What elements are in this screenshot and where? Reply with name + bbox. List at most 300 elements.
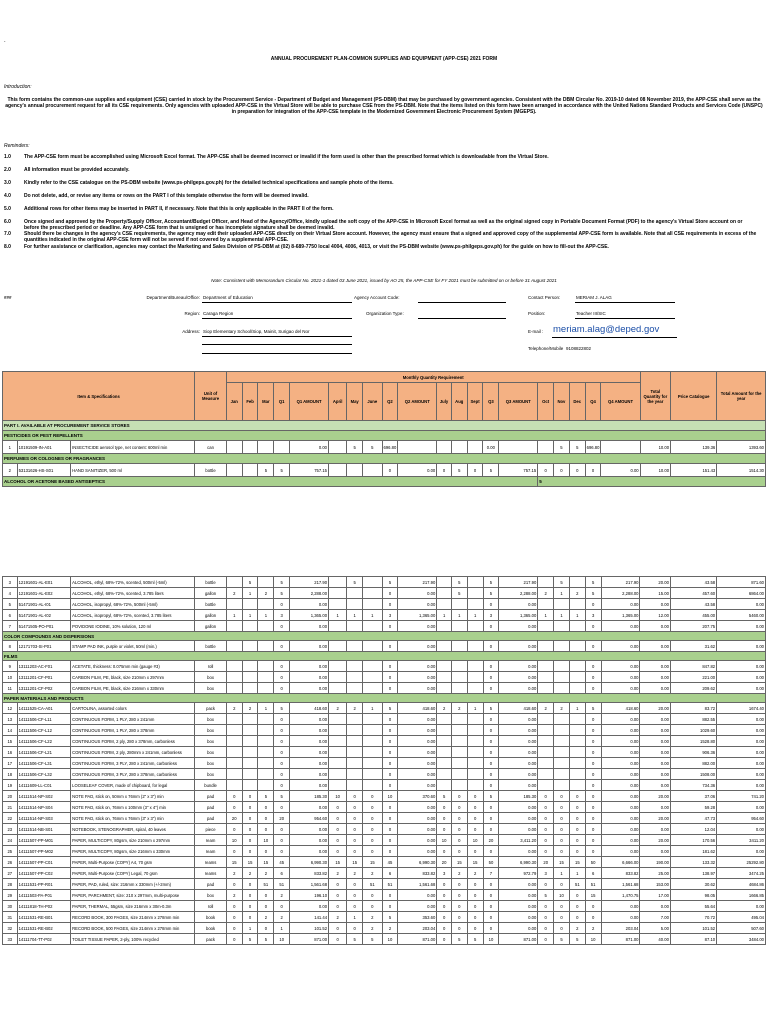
quantity-cell[interactable] [467, 672, 483, 683]
quantity-cell[interactable]: 0 [382, 736, 398, 747]
quantity-cell[interactable]: 0 [329, 890, 347, 901]
quantity-cell[interactable]: 1 [274, 923, 290, 934]
quantity-cell[interactable]: 10 [554, 890, 570, 901]
quantity-cell[interactable]: 0 [242, 791, 258, 802]
quantity-cell[interactable]: 1 [554, 610, 570, 621]
quantity-cell[interactable]: 0 [437, 923, 452, 934]
quantity-cell[interactable]: 0 [585, 736, 601, 747]
quantity-cell[interactable]: 0 [569, 846, 585, 857]
quantity-cell[interactable]: 0 [467, 824, 483, 835]
quantity-cell[interactable] [258, 780, 274, 791]
quantity-cell[interactable] [258, 769, 274, 780]
quantity-cell[interactable]: 1 [569, 610, 585, 621]
quantity-cell[interactable]: 0 [242, 912, 258, 923]
quantity-cell[interactable]: 0 [437, 846, 452, 857]
quantity-cell[interactable] [437, 736, 452, 747]
quantity-cell[interactable]: 1 [363, 703, 382, 714]
quantity-cell[interactable]: 0 [258, 824, 274, 835]
quantity-cell[interactable]: 2 [329, 868, 347, 879]
quantity-cell[interactable] [538, 780, 554, 791]
quantity-cell[interactable] [226, 758, 242, 769]
agency-code-field[interactable] [418, 302, 506, 303]
quantity-cell[interactable] [554, 780, 570, 791]
quantity-cell[interactable]: 0 [554, 923, 570, 934]
quantity-cell[interactable]: 0 [467, 791, 483, 802]
quantity-cell[interactable] [569, 683, 585, 694]
quantity-cell[interactable] [329, 683, 347, 694]
quantity-cell[interactable]: 0 [363, 846, 382, 857]
quantity-cell[interactable] [569, 577, 585, 588]
quantity-cell[interactable]: 2 [363, 868, 382, 879]
quantity-cell[interactable]: 0 [538, 879, 554, 890]
quantity-cell[interactable]: 1 [347, 912, 363, 923]
quantity-cell[interactable]: 0 [538, 923, 554, 934]
quantity-cell[interactable]: 5 [242, 934, 258, 945]
quantity-cell[interactable] [363, 747, 382, 758]
quantity-cell[interactable] [554, 672, 570, 683]
quantity-cell[interactable] [363, 588, 382, 599]
quantity-cell[interactable]: 0 [585, 672, 601, 683]
quantity-cell[interactable]: 1 [347, 610, 363, 621]
quantity-cell[interactable] [242, 672, 258, 683]
quantity-cell[interactable]: 15 [347, 857, 363, 868]
quantity-cell[interactable]: 2 [538, 588, 554, 599]
quantity-cell[interactable] [538, 661, 554, 672]
quantity-cell[interactable] [554, 661, 570, 672]
quantity-cell[interactable]: 0 [226, 879, 242, 890]
quantity-cell[interactable]: 0 [585, 683, 601, 694]
quantity-cell[interactable]: 0 [382, 725, 398, 736]
quantity-cell[interactable]: 5 [274, 791, 290, 802]
quantity-cell[interactable]: 0 [554, 464, 570, 477]
quantity-cell[interactable] [329, 588, 347, 599]
quantity-cell[interactable] [226, 736, 242, 747]
quantity-cell[interactable]: 10 [437, 835, 452, 846]
quantity-cell[interactable]: 0 [569, 464, 585, 477]
quantity-cell[interactable]: 1 [258, 610, 274, 621]
quantity-cell[interactable]: 0 [483, 747, 499, 758]
quantity-cell[interactable] [451, 599, 467, 610]
quantity-cell[interactable] [554, 736, 570, 747]
quantity-cell[interactable]: 0 [226, 901, 242, 912]
quantity-cell[interactable]: 1 [242, 923, 258, 934]
quantity-cell[interactable]: 0 [329, 813, 347, 824]
quantity-cell[interactable] [451, 661, 467, 672]
quantity-cell[interactable]: 0 [585, 464, 601, 477]
quantity-cell[interactable] [569, 736, 585, 747]
quantity-cell[interactable]: 5 [274, 464, 290, 477]
quantity-cell[interactable]: 0 [382, 813, 398, 824]
quantity-cell[interactable] [258, 736, 274, 747]
quantity-cell[interactable] [554, 641, 570, 652]
quantity-cell[interactable]: 45 [274, 857, 290, 868]
quantity-cell[interactable] [329, 621, 347, 632]
quantity-cell[interactable]: 20 [538, 857, 554, 868]
quantity-cell[interactable]: 0 [437, 824, 452, 835]
quantity-cell[interactable]: 0 [538, 791, 554, 802]
quantity-cell[interactable]: 6 [585, 868, 601, 879]
quantity-cell[interactable]: 2 [329, 912, 347, 923]
quantity-cell[interactable]: 0 [226, 934, 242, 945]
quantity-cell[interactable]: 1 [554, 588, 570, 599]
quantity-cell[interactable] [347, 641, 363, 652]
quantity-cell[interactable] [437, 683, 452, 694]
quantity-cell[interactable]: 10 [382, 791, 398, 802]
quantity-cell[interactable] [347, 769, 363, 780]
quantity-cell[interactable]: 10 [483, 934, 499, 945]
quantity-cell[interactable]: 15 [242, 857, 258, 868]
quantity-cell[interactable]: 0 [451, 835, 467, 846]
quantity-cell[interactable] [538, 621, 554, 632]
quantity-cell[interactable] [451, 769, 467, 780]
quantity-cell[interactable] [363, 736, 382, 747]
quantity-cell[interactable]: 0 [363, 802, 382, 813]
quantity-cell[interactable]: 0 [585, 912, 601, 923]
quantity-cell[interactable]: 15 [585, 890, 601, 901]
quantity-cell[interactable]: 5 [451, 588, 467, 599]
quantity-cell[interactable]: 0 [258, 901, 274, 912]
quantity-cell[interactable]: 50 [585, 857, 601, 868]
quantity-cell[interactable] [329, 714, 347, 725]
quantity-cell[interactable] [554, 725, 570, 736]
quantity-cell[interactable]: 6 [382, 868, 398, 879]
quantity-cell[interactable]: 0 [451, 791, 467, 802]
quantity-cell[interactable]: 1 [554, 868, 570, 879]
quantity-cell[interactable] [347, 672, 363, 683]
quantity-cell[interactable]: 0 [538, 824, 554, 835]
quantity-cell[interactable] [363, 725, 382, 736]
quantity-cell[interactable]: 5 [347, 441, 363, 454]
quantity-cell[interactable] [569, 621, 585, 632]
quantity-cell[interactable] [363, 599, 382, 610]
quantity-cell[interactable]: 0 [274, 901, 290, 912]
quantity-cell[interactable] [242, 464, 258, 477]
quantity-cell[interactable] [242, 747, 258, 758]
quantity-cell[interactable]: 0 [483, 923, 499, 934]
quantity-cell[interactable]: 2 [347, 703, 363, 714]
quantity-cell[interactable] [242, 599, 258, 610]
quantity-cell[interactable]: 0 [483, 879, 499, 890]
quantity-cell[interactable] [467, 661, 483, 672]
quantity-cell[interactable] [242, 780, 258, 791]
quantity-cell[interactable] [451, 621, 467, 632]
quantity-cell[interactable]: 0 [363, 890, 382, 901]
quantity-cell[interactable] [467, 577, 483, 588]
quantity-cell[interactable]: 10 [382, 934, 398, 945]
quantity-cell[interactable] [569, 641, 585, 652]
quantity-cell[interactable] [569, 672, 585, 683]
quantity-cell[interactable]: 0 [226, 912, 242, 923]
quantity-cell[interactable]: 0 [483, 824, 499, 835]
quantity-cell[interactable]: 0 [554, 901, 570, 912]
quantity-cell[interactable] [242, 725, 258, 736]
quantity-cell[interactable] [226, 725, 242, 736]
quantity-cell[interactable]: 0 [382, 621, 398, 632]
quantity-cell[interactable]: 0 [274, 824, 290, 835]
quantity-cell[interactable] [451, 683, 467, 694]
quantity-cell[interactable]: 0 [451, 846, 467, 857]
quantity-cell[interactable] [451, 747, 467, 758]
quantity-cell[interactable]: 5 [451, 577, 467, 588]
quantity-cell[interactable] [467, 780, 483, 791]
quantity-cell[interactable] [363, 621, 382, 632]
quantity-cell[interactable] [329, 441, 347, 454]
quantity-cell[interactable]: 0 [554, 879, 570, 890]
quantity-cell[interactable]: 3 [274, 610, 290, 621]
quantity-cell[interactable] [538, 758, 554, 769]
quantity-cell[interactable]: 0 [585, 824, 601, 835]
quantity-cell[interactable]: 0 [226, 802, 242, 813]
quantity-cell[interactable]: 0 [467, 901, 483, 912]
quantity-cell[interactable]: 0 [437, 464, 452, 477]
quantity-cell[interactable]: 0 [554, 846, 570, 857]
quantity-cell[interactable]: 0 [382, 672, 398, 683]
quantity-cell[interactable]: 0 [274, 780, 290, 791]
quantity-cell[interactable]: 15 [363, 857, 382, 868]
quantity-cell[interactable] [242, 769, 258, 780]
quantity-cell[interactable]: 5 [585, 703, 601, 714]
quantity-cell[interactable]: 51 [382, 879, 398, 890]
quantity-cell[interactable]: 0 [585, 791, 601, 802]
quantity-cell[interactable]: 5 [569, 441, 585, 454]
quantity-cell[interactable] [242, 736, 258, 747]
quantity-cell[interactable]: 0 [382, 747, 398, 758]
quantity-cell[interactable] [226, 599, 242, 610]
quantity-cell[interactable]: 0 [538, 934, 554, 945]
quantity-cell[interactable]: 0 [329, 923, 347, 934]
quantity-cell[interactable]: 0 [329, 802, 347, 813]
quantity-cell[interactable]: 0 [483, 621, 499, 632]
quantity-cell[interactable]: 2 [226, 868, 242, 879]
quantity-cell[interactable]: 0 [569, 824, 585, 835]
quantity-cell[interactable]: 0 [274, 747, 290, 758]
quantity-cell[interactable] [363, 577, 382, 588]
quantity-cell[interactable] [437, 641, 452, 652]
quantity-cell[interactable]: 696.80 [585, 441, 601, 454]
quantity-cell[interactable] [258, 661, 274, 672]
quantity-cell[interactable]: 0 [451, 890, 467, 901]
quantity-cell[interactable]: 2 [467, 868, 483, 879]
quantity-cell[interactable] [437, 661, 452, 672]
quantity-cell[interactable] [242, 683, 258, 694]
quantity-cell[interactable]: 0 [242, 813, 258, 824]
quantity-cell[interactable]: 0 [347, 835, 363, 846]
quantity-cell[interactable]: 5 [274, 588, 290, 599]
quantity-cell[interactable]: 0 [483, 736, 499, 747]
quantity-cell[interactable] [538, 747, 554, 758]
quantity-cell[interactable] [258, 683, 274, 694]
quantity-cell[interactable]: 5 [585, 588, 601, 599]
quantity-cell[interactable] [538, 672, 554, 683]
quantity-cell[interactable]: 1 [258, 703, 274, 714]
quantity-cell[interactable] [467, 747, 483, 758]
quantity-cell[interactable]: 0 [274, 599, 290, 610]
quantity-cell[interactable] [226, 672, 242, 683]
quantity-cell[interactable] [329, 641, 347, 652]
quantity-cell[interactable] [437, 621, 452, 632]
quantity-cell[interactable]: 0 [467, 802, 483, 813]
quantity-cell[interactable]: 5 [554, 577, 570, 588]
quantity-cell[interactable] [538, 683, 554, 694]
quantity-cell[interactable] [569, 780, 585, 791]
quantity-cell[interactable]: 0 [382, 758, 398, 769]
quantity-cell[interactable]: 0 [347, 813, 363, 824]
quantity-cell[interactable]: 0 [329, 879, 347, 890]
quantity-cell[interactable]: 0 [382, 890, 398, 901]
quantity-cell[interactable]: 0 [585, 802, 601, 813]
quantity-cell[interactable] [363, 464, 382, 477]
quantity-cell[interactable] [347, 714, 363, 725]
quantity-cell[interactable]: 0 [347, 791, 363, 802]
quantity-cell[interactable] [258, 672, 274, 683]
quantity-cell[interactable]: 0 [538, 802, 554, 813]
quantity-cell[interactable] [451, 441, 467, 454]
quantity-cell[interactable] [451, 672, 467, 683]
quantity-cell[interactable] [226, 464, 242, 477]
quantity-cell[interactable]: 1 [467, 703, 483, 714]
quantity-cell[interactable]: 0 [538, 813, 554, 824]
quantity-cell[interactable]: 0 [483, 641, 499, 652]
quantity-cell[interactable]: 0 [382, 835, 398, 846]
quantity-cell[interactable]: 15 [258, 857, 274, 868]
quantity-cell[interactable]: 5 [538, 890, 554, 901]
quantity-cell[interactable] [363, 780, 382, 791]
quantity-cell[interactable]: 0 [226, 846, 242, 857]
quantity-cell[interactable] [569, 758, 585, 769]
quantity-cell[interactable] [451, 725, 467, 736]
quantity-cell[interactable]: 0 [538, 901, 554, 912]
quantity-cell[interactable]: 1 [467, 610, 483, 621]
quantity-cell[interactable] [569, 714, 585, 725]
quantity-cell[interactable]: 0 [483, 714, 499, 725]
quantity-cell[interactable]: 2 [363, 923, 382, 934]
org-type-field[interactable] [418, 318, 506, 319]
quantity-cell[interactable]: 0 [554, 813, 570, 824]
quantity-cell[interactable]: 0 [585, 846, 601, 857]
quantity-cell[interactable]: 5 [347, 577, 363, 588]
quantity-cell[interactable] [437, 441, 452, 454]
quantity-cell[interactable]: 0 [585, 714, 601, 725]
quantity-cell[interactable]: 5 [554, 441, 570, 454]
quantity-cell[interactable]: 0.00 [483, 441, 499, 454]
quantity-cell[interactable]: 2 [569, 923, 585, 934]
dept-value[interactable]: Department of Education [203, 295, 253, 300]
quantity-cell[interactable]: 2 [329, 703, 347, 714]
quantity-cell[interactable]: 0 [274, 621, 290, 632]
quantity-cell[interactable] [363, 714, 382, 725]
quantity-cell[interactable]: 0 [329, 934, 347, 945]
quantity-cell[interactable] [538, 641, 554, 652]
quantity-cell[interactable] [226, 641, 242, 652]
quantity-cell[interactable] [467, 621, 483, 632]
quantity-cell[interactable]: 0 [585, 901, 601, 912]
quantity-cell[interactable] [569, 769, 585, 780]
quantity-cell[interactable]: 0 [483, 683, 499, 694]
quantity-cell[interactable] [226, 769, 242, 780]
quantity-cell[interactable]: 5 [483, 703, 499, 714]
quantity-cell[interactable]: 0 [554, 835, 570, 846]
quantity-cell[interactable] [347, 747, 363, 758]
quantity-cell[interactable]: 0 [274, 846, 290, 857]
quantity-cell[interactable]: 0 [242, 846, 258, 857]
quantity-cell[interactable]: 0 [258, 802, 274, 813]
quantity-cell[interactable]: 50 [483, 857, 499, 868]
quantity-cell[interactable]: 7 [483, 868, 499, 879]
quantity-cell[interactable]: 10 [329, 791, 347, 802]
quantity-cell[interactable] [347, 599, 363, 610]
quantity-cell[interactable]: 2 [242, 868, 258, 879]
quantity-cell[interactable]: 0 [258, 890, 274, 901]
quantity-cell[interactable]: 0 [585, 747, 601, 758]
quantity-cell[interactable]: 0 [347, 890, 363, 901]
quantity-cell[interactable]: 5 [242, 577, 258, 588]
quantity-cell[interactable] [347, 661, 363, 672]
quantity-cell[interactable]: 3 [538, 868, 554, 879]
quantity-cell[interactable]: 2 [382, 923, 398, 934]
quantity-cell[interactable]: 45 [382, 857, 398, 868]
quantity-cell[interactable]: 0 [467, 890, 483, 901]
quantity-cell[interactable]: 5 [451, 464, 467, 477]
quantity-cell[interactable]: 0 [585, 661, 601, 672]
quantity-cell[interactable] [363, 758, 382, 769]
quantity-cell[interactable]: 1 [242, 588, 258, 599]
quantity-cell[interactable]: 0 [382, 901, 398, 912]
quantity-cell[interactable] [451, 736, 467, 747]
quantity-cell[interactable]: 2 [363, 912, 382, 923]
quantity-cell[interactable] [569, 747, 585, 758]
quantity-cell[interactable] [242, 641, 258, 652]
quantity-cell[interactable]: 5 [451, 934, 467, 945]
quantity-cell[interactable] [437, 672, 452, 683]
quantity-cell[interactable]: 5 [382, 577, 398, 588]
quantity-cell[interactable]: 0 [467, 879, 483, 890]
quantity-cell[interactable]: 0 [483, 890, 499, 901]
quantity-cell[interactable]: 0 [569, 813, 585, 824]
quantity-cell[interactable]: 0 [483, 769, 499, 780]
quantity-cell[interactable]: 0 [226, 824, 242, 835]
quantity-cell[interactable]: 2 [585, 923, 601, 934]
quantity-cell[interactable] [437, 769, 452, 780]
quantity-cell[interactable]: 0 [382, 683, 398, 694]
quantity-cell[interactable]: 15 [467, 857, 483, 868]
quantity-cell[interactable]: 0 [585, 641, 601, 652]
quantity-cell[interactable]: 0 [451, 813, 467, 824]
quantity-cell[interactable]: 5 [274, 703, 290, 714]
quantity-cell[interactable]: 0 [274, 714, 290, 725]
quantity-cell[interactable]: 0 [467, 912, 483, 923]
quantity-cell[interactable] [363, 672, 382, 683]
quantity-cell[interactable] [554, 747, 570, 758]
quantity-cell[interactable]: 20 [483, 835, 499, 846]
quantity-cell[interactable]: 0 [483, 599, 499, 610]
quantity-cell[interactable] [467, 588, 483, 599]
quantity-cell[interactable]: 0 [382, 464, 398, 477]
quantity-cell[interactable]: 0 [347, 846, 363, 857]
quantity-cell[interactable] [258, 758, 274, 769]
quantity-cell[interactable]: 1 [437, 610, 452, 621]
quantity-cell[interactable]: 0 [451, 802, 467, 813]
quantity-cell[interactable]: 5 [483, 588, 499, 599]
quantity-cell[interactable] [467, 641, 483, 652]
quantity-cell[interactable]: 3 [437, 868, 452, 879]
quantity-cell[interactable] [258, 441, 274, 454]
quantity-cell[interactable]: 0 [242, 835, 258, 846]
quantity-cell[interactable] [347, 758, 363, 769]
quantity-cell[interactable] [329, 464, 347, 477]
quantity-cell[interactable]: 0 [347, 901, 363, 912]
quantity-cell[interactable]: 0 [347, 802, 363, 813]
quantity-cell[interactable]: 0 [554, 824, 570, 835]
